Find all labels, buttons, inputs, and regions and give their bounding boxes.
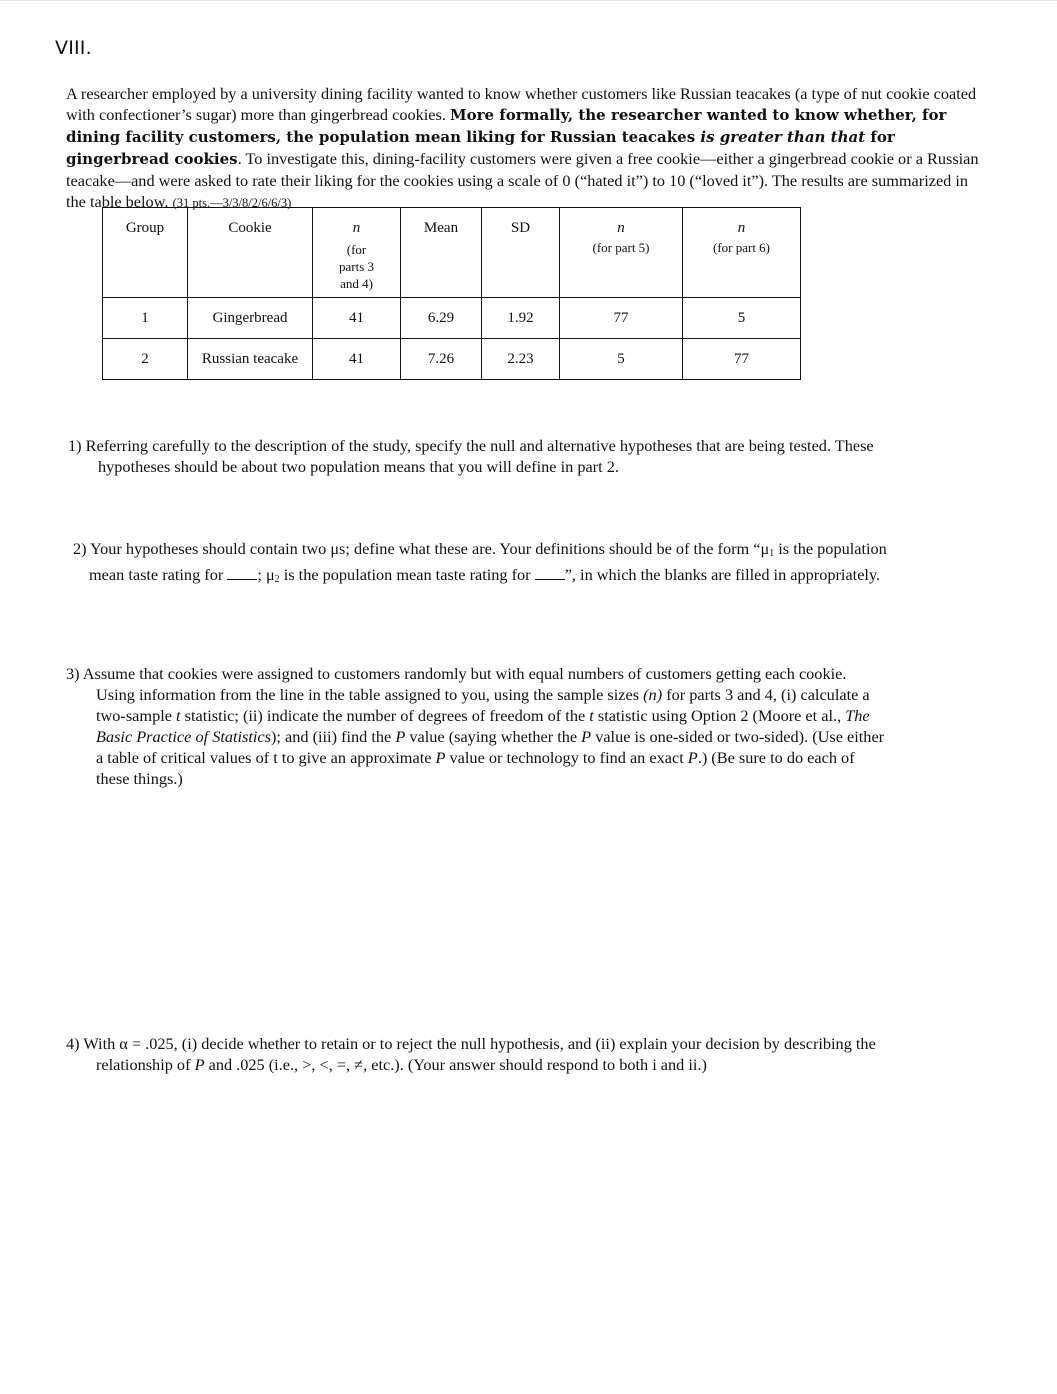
header-n-main-sub-3: and 4): [340, 276, 373, 291]
table-header-row: [103, 208, 801, 298]
cell-cookie: Russian teacake: [188, 339, 313, 380]
header-n-main-sub-1: (for: [346, 242, 367, 257]
header-n-main: n (for parts 3 and 4): [313, 208, 401, 298]
question-3: 3) Assume that cookies were assigned to customers randomly but with equal numbers of customers getting each cookie. Using information from the line in the table assigned to you, using the sample sizes (n) for parts 3 and 4, (i) calculate a two-sample t statistic; (ii) indicate the number of degrees of freedom of the t statistic using Option 2 (Moore et al., The Basic Practice of Statistics); and (iii) find the P value (saying whether the P value is one-sided or two-sided). (Use either a table of critical values of t to give an approximate P value or technology to find an exact P.) (Be sure to do each of these things.): [66, 664, 885, 788]
question-1: 1) Referring carefully to the description of the study, specify the null and alternative hypotheses that are being tested. These hypotheses should be about two population means that you will define in part 2.: [68, 436, 874, 476]
header-group: Group: [103, 208, 188, 298]
question-2: 2) Your hypotheses should contain two μs; define what these are. Your definitions should be of the form “$\mu_1$ is the population mean taste rating for ; $\mu_2$ is the population mean taste rating for ”, in which the blanks are filled in appropriately.: [73, 539, 887, 585]
top-divider: [0, 0, 1057, 1]
cell-group: 1: [103, 298, 188, 339]
header-n-part5-sub: (for part 5): [592, 240, 650, 255]
intro-paragraph: [66, 83, 981, 214]
table-row: [103, 298, 801, 339]
header-n-main-sub-2: parts 3: [338, 259, 375, 274]
cell-mean: 7.26: [401, 339, 482, 380]
cell-n-part6: 5: [683, 298, 801, 339]
cell-sd: 1.92: [482, 298, 560, 339]
question-4: 4) With α = .025, (i) decide whether to retain or to reject the null hypothesis, and (ii) explain your decision by describing the relationship of P and .025 (i.e., >, <, =, ≠, etc.). (Your answer should respond to both i and ii.): [66, 1034, 876, 1074]
cell-sd: 2.23: [482, 339, 560, 380]
intro-text-2: . To investigate this, dining-facility customers were given a free cookie—either a gingerbread cookie or a Russian teacake—and were asked to rate their liking for the cookies using a scale of 0 (“hated it”) to 10 (“loved it”). The results are summarized in the table below.: [66, 149, 979, 211]
intro-text-1: A researcher employed by a university dining facility wanted to know whether customers like Russian teacakes (a type of nut cookie coated with confectioner’s sugar) more than gingerbread cookies.: [66, 84, 977, 124]
intro-bold-italic: is greater than that: [700, 128, 866, 146]
cell-n-part5: 77: [560, 298, 683, 339]
cell-n-part6: 77: [683, 339, 801, 380]
cell-n: 41: [313, 298, 401, 339]
intro-bold-1: More formally, the researcher wanted to know whether, for dining facility customers, the population mean liking for Russian teacakes: [66, 106, 947, 146]
cell-group: 2: [103, 339, 188, 380]
cell-mean: 6.29: [401, 298, 482, 339]
results-table: [102, 207, 801, 380]
cell-cookie: Gingerbread: [188, 298, 313, 339]
header-n-part6: n (for part 6): [683, 208, 801, 298]
header-n-part5: n (for part 5): [560, 208, 683, 298]
header-cookie: Cookie: [188, 208, 313, 298]
answer-blank-2: [535, 565, 565, 580]
cell-n: 41: [313, 339, 401, 380]
table-row: [103, 339, 801, 380]
points-note: (31 pts.—3/3/8/2/6/6/3): [172, 196, 292, 210]
cell-n-part5: 5: [560, 339, 683, 380]
header-n-part6-sub: (for part 6): [712, 240, 771, 255]
header-mean: Mean: [401, 208, 482, 298]
intro-bold-2: for gingerbread cookies: [66, 128, 895, 168]
answer-blank-1: [227, 565, 257, 580]
header-sd: SD: [482, 208, 560, 298]
section-heading: VIII.: [55, 37, 92, 59]
